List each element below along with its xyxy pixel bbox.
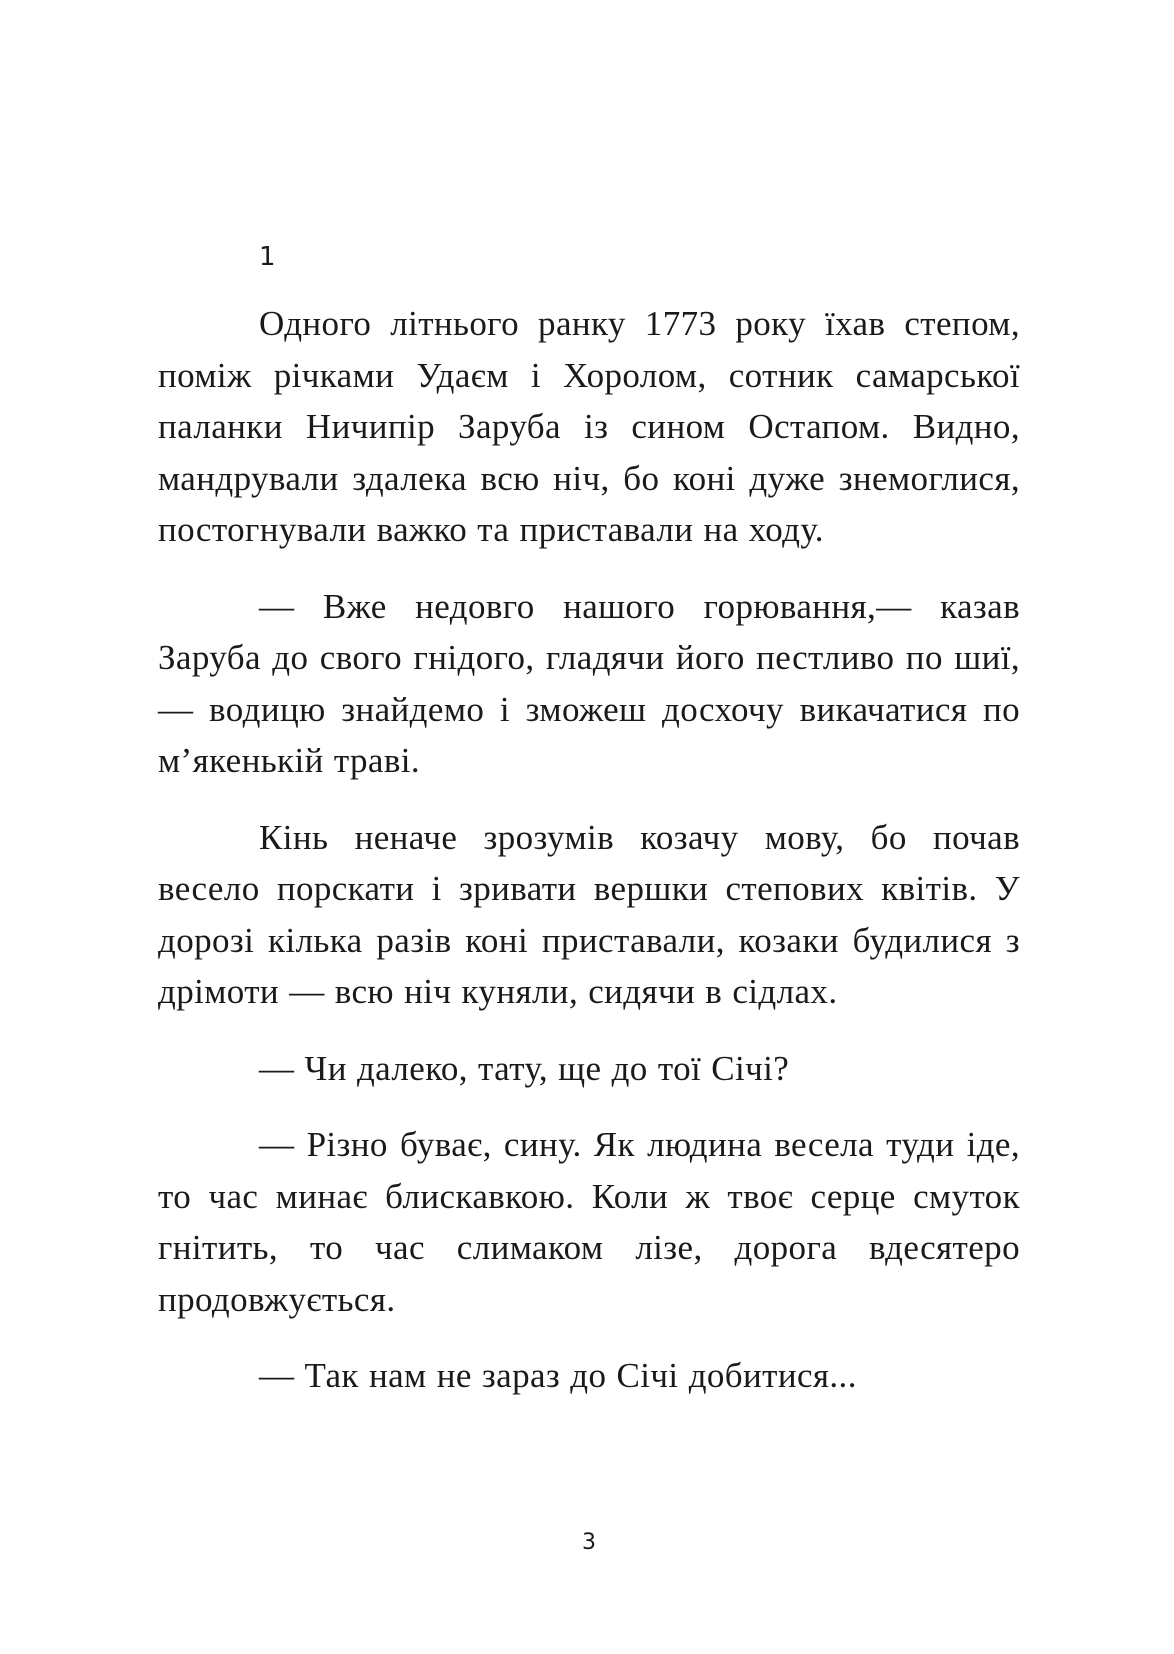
document-page — [158, 0, 1020, 1654]
paragraph: — Різно буває, сину. Як людина весела туди іде, то час минає блискавкою. Коли ж твоє серце смуток гнітить, то час слимаком лізе, дорога вдесятеро продовжується. — [158, 1125, 1020, 1319]
body-text — [158, 298, 1020, 1427]
paragraph: Кінь неначе зрозумів козачу мову, бо почав весело порскати і зривати вершки степових квітів. У дорозі кілька разів коні приставали, козаки будилися з дрімоти — всю ніч куняли, сидячи в сідлах. — [158, 817, 1020, 1011]
paragraph: Одного літнього ранку 1773 року їхав степом, поміж річками Удаєм і Хоролом, сотник самарської паланки Ничипір Заруба із сином Остапом. Видно, мандрували здалека всю ніч, бо коні дуже знемоглися, постогнували важко та приставали на ходу. — [158, 304, 1020, 549]
paragraph: — Чи далеко, тату, ще до тої Січі? — [259, 1048, 790, 1088]
page-number: 3 — [582, 1530, 596, 1555]
paragraph: — Вже недовго нашого горювання,— казав Заруба до свого гнідого, гладячи його пестливо по шиї,— водицю знайдемо і зможеш досхочу викачатися по м’якенькій траві. — [158, 586, 1020, 780]
paragraph: — Так нам не зараз до Січі добитися... — [259, 1356, 857, 1395]
chapter-number: 1 — [259, 242, 276, 272]
